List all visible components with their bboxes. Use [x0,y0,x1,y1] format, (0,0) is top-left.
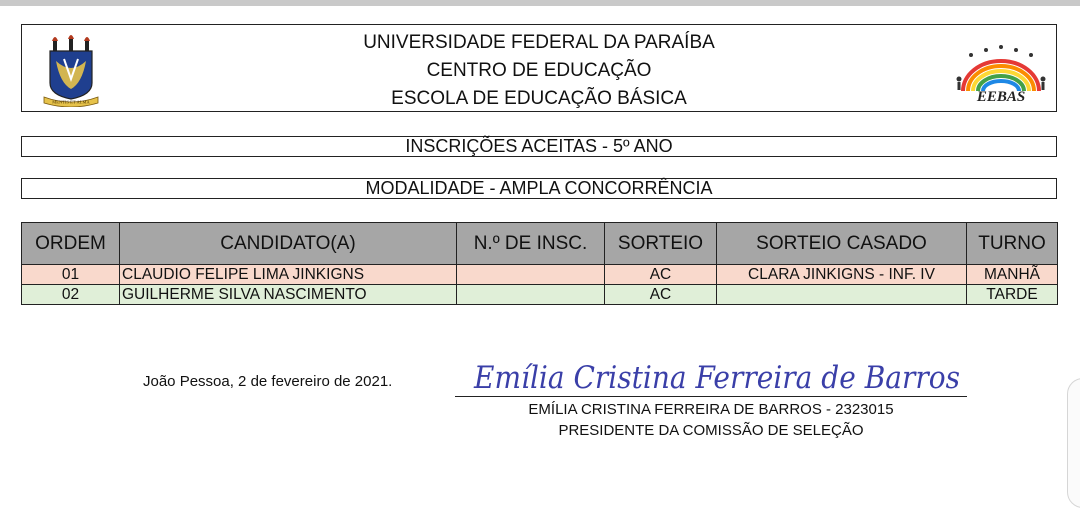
col-header-ordem: ORDEM [22,223,120,265]
cell-ordem: 01 [22,265,120,285]
cell-sorteio-casado: CLARA JINKIGNS - INF. IV [717,265,967,285]
table-header-row [22,223,1058,265]
eebas-logo-lettering: EEBAS [976,89,1026,105]
signature-lettering: Emília Cristina Ferreira de Barros [473,360,960,396]
cell-candidato: CLAUDIO FELIPE LIMA JINKIGNS [120,265,457,285]
eebas-rainbow-logo-icon [951,41,1051,105]
document-header [21,24,1057,112]
signer-name: EMÍLIA CRISTINA FERREIRA DE BARROS - 2323015 [528,401,894,418]
col-header-turno: TURNO [967,223,1058,265]
cell-turno: MANHÃ [967,265,1058,285]
cell-sorteio: AC [605,285,717,305]
header-university: UNIVERSIDADE FEDERAL DA PARAÍBA [363,32,715,53]
header-center: CENTRO DE EDUCAÇÃO [426,60,652,81]
col-header-sorteio: SORTEIO [605,223,717,265]
cell-inscricao [457,265,605,285]
signer-block [455,399,967,441]
candidates-table [21,222,1058,305]
col-header-candidato: CANDIDATO(A) [120,223,457,265]
page-scroll-handle[interactable] [1067,378,1080,508]
table-row [22,265,1058,285]
signature-line [455,396,967,397]
bar-modalidade: MODALIDADE - AMPLA CONCORRÊNCIA [21,178,1057,199]
table-row [22,285,1058,305]
cell-candidato: GUILHERME SILVA NASCIMENTO [120,285,457,305]
cell-sorteio: AC [605,265,717,285]
cell-ordem: 02 [22,285,120,305]
top-edge [0,0,1080,6]
bar-inscricoes-aceitas: INSCRIÇÕES ACEITAS - 5º ANO [21,136,1057,157]
col-header-inscricao: N.º DE INSC. [457,223,605,265]
header-school: ESCOLA DE EDUCAÇÃO BÁSICA [391,88,687,109]
cell-turno: TARDE [967,285,1058,305]
place-and-date: João Pessoa, 2 de fevereiro de 2021. [143,373,393,390]
handwritten-signature [470,354,965,396]
signer-role: PRESIDENTE DA COMISSÃO DE SELEÇÃO [558,422,864,439]
col-header-sorteio-casado: SORTEIO CASADO [717,223,967,265]
ufpb-motto-lettering: MENTIS ET ALMA [52,99,90,105]
cell-inscricao [457,285,605,305]
cell-sorteio-casado [717,285,967,305]
institution-title [22,29,1056,113]
